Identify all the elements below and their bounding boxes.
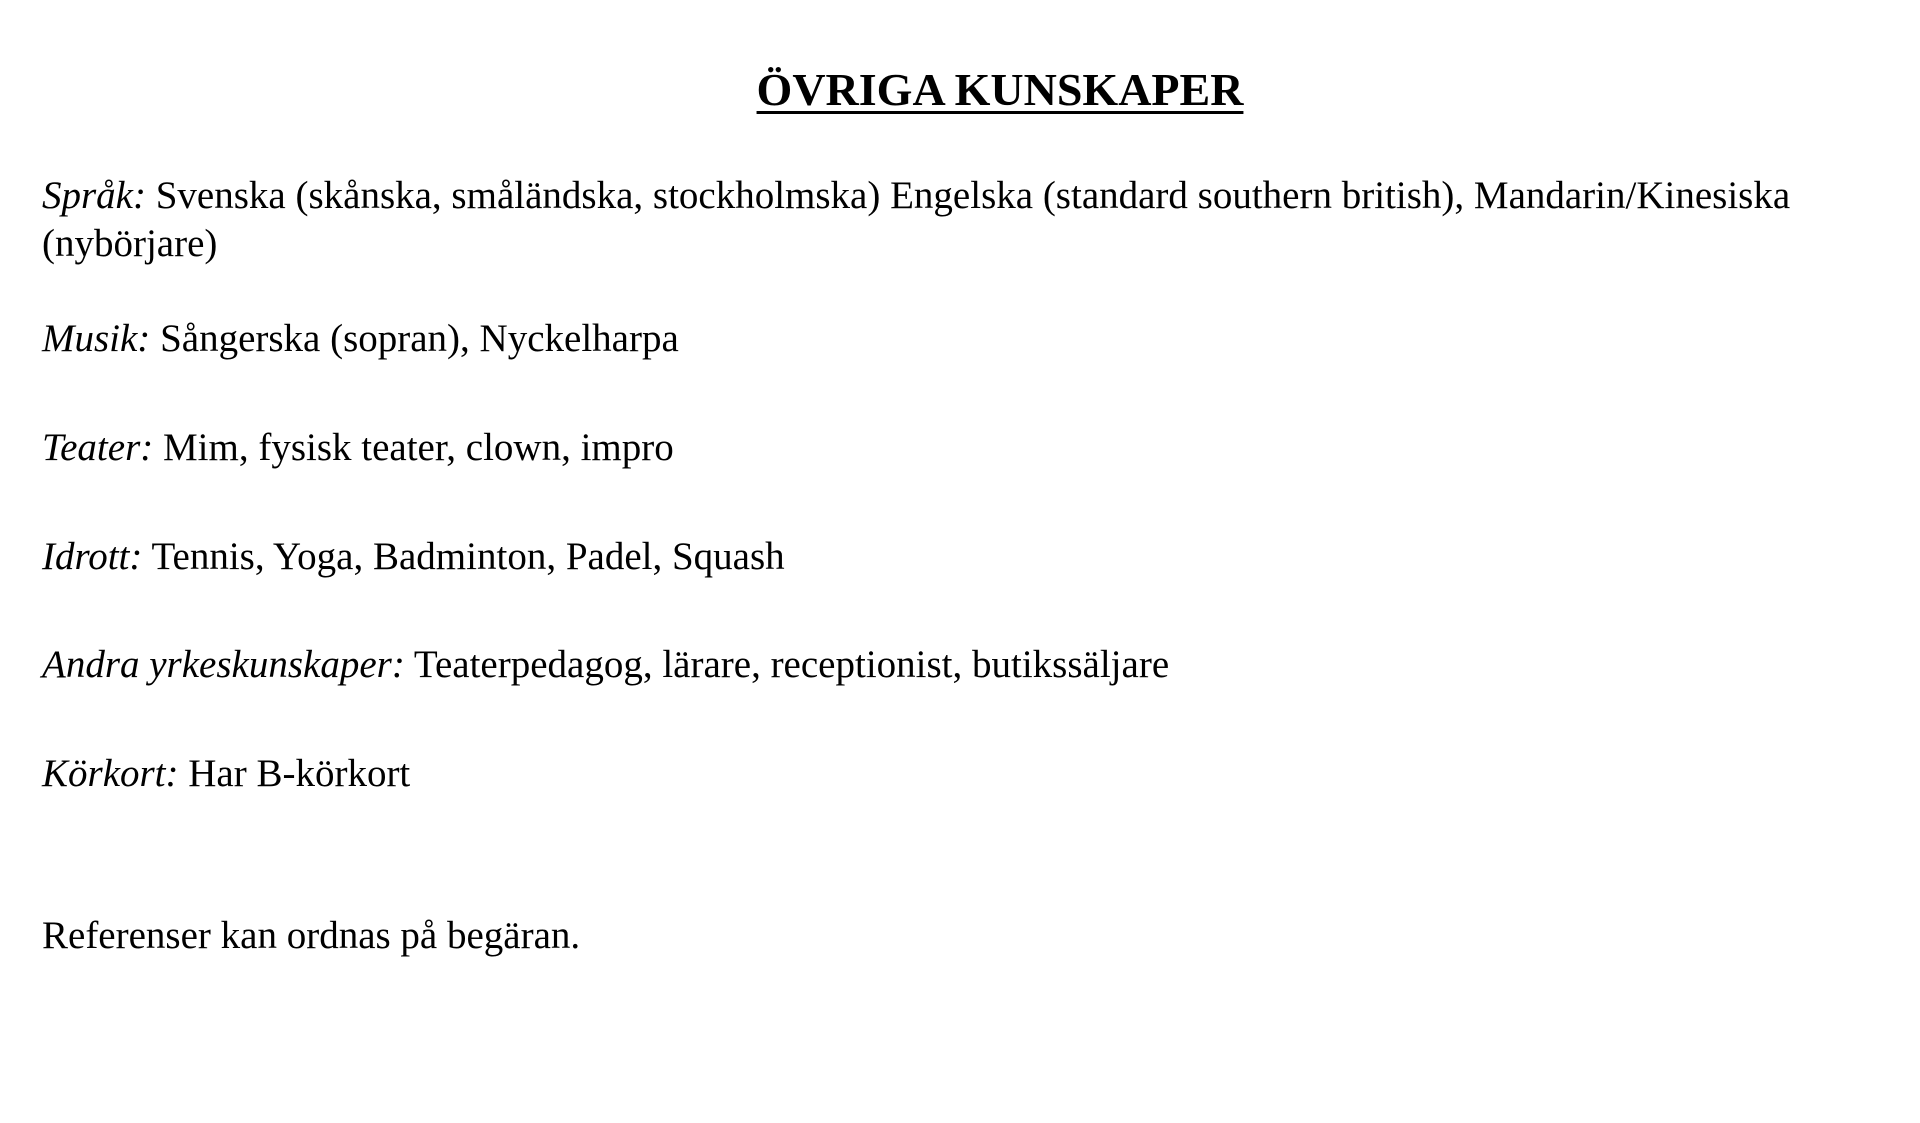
skill-label: Språk: bbox=[42, 174, 146, 217]
skill-value: Har B-körkort bbox=[188, 752, 411, 795]
heading-text: ÖVRIGA KUNSKAPER bbox=[756, 64, 1244, 115]
skill-entry-sports bbox=[42, 533, 1896, 581]
skill-value: Svenska (skånska, småländska, stockholmska) Engelska (standard southern british), Mandarin/Kinesiska (nybörjare) bbox=[42, 174, 1791, 265]
skill-label: Musik: bbox=[42, 317, 151, 360]
skill-value: Mim, fysisk teater, clown, impro bbox=[162, 426, 674, 469]
skill-value: Tennis, Yoga, Badminton, Padel, Squash bbox=[151, 535, 785, 578]
skill-value: Teaterpedagog, lärare, receptionist, butikssäljare bbox=[413, 643, 1170, 686]
section-heading bbox=[0, 62, 1920, 118]
skill-value: Sångerska (sopran), Nyckelharpa bbox=[160, 317, 679, 360]
references-note: Referenser kan ordnas på begäran. bbox=[42, 914, 581, 957]
skill-entry-music bbox=[42, 315, 1896, 363]
skill-label: Idrott: bbox=[42, 535, 143, 578]
skill-entry-theatre bbox=[42, 424, 1896, 472]
skill-entry-language bbox=[42, 172, 1896, 268]
skill-entry-other-professional bbox=[42, 641, 1896, 689]
skill-label: Andra yrkeskunskaper: bbox=[42, 643, 405, 686]
skill-label: Teater: bbox=[42, 426, 154, 469]
skill-entry-drivers-license bbox=[42, 750, 1896, 798]
skill-label: Körkort: bbox=[42, 752, 179, 795]
